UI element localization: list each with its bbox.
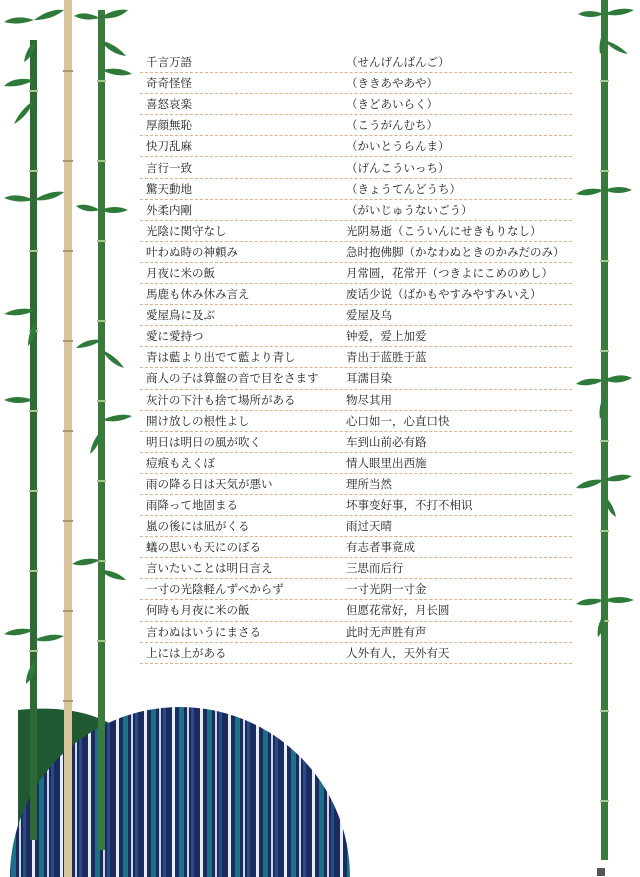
proverb-meaning: 理所当然 <box>346 476 392 491</box>
table-row <box>140 221 572 242</box>
proverb-meaning: 青出于蓝胜于蓝 <box>346 350 427 365</box>
proverb-meaning: 物尽其用 <box>346 392 392 407</box>
table-row <box>140 284 572 305</box>
proverb-japanese: 愛に愛持つ <box>146 329 204 344</box>
corner-mark <box>597 868 605 876</box>
table-row <box>140 73 572 94</box>
proverb-japanese: 馬鹿も休み休み言え <box>146 287 250 302</box>
proverb-meaning: 有志者事竟成 <box>346 540 415 555</box>
table-row <box>140 263 572 284</box>
table-row <box>140 474 572 495</box>
proverb-japanese: 快刀乱麻 <box>146 139 192 154</box>
proverb-japanese: 青は藍より出でて藍より青し <box>146 350 296 365</box>
proverb-japanese: 上には上がある <box>146 645 227 660</box>
table-row <box>140 432 572 453</box>
proverb-meaning: （せんげんばんご） <box>346 55 450 70</box>
table-row <box>140 558 572 579</box>
proverb-meaning: 急时抱佛脚（かなわぬときのかみだのみ） <box>346 244 565 259</box>
proverb-meaning: 但愿花常好，月长圆 <box>346 603 450 618</box>
proverb-japanese: 千言万語 <box>146 55 192 70</box>
proverb-meaning: （きどあいらく） <box>346 97 438 112</box>
proverb-japanese: 言わぬはいうにまさる <box>146 624 261 639</box>
proverb-japanese: 光陰に関守なし <box>146 223 227 238</box>
table-row <box>140 622 572 643</box>
proverb-japanese: 蟻の思いも天にのぼる <box>146 540 261 555</box>
table-row <box>140 347 572 368</box>
table-row <box>140 200 572 221</box>
proverb-japanese: 奇奇怪怪 <box>146 76 192 91</box>
proverb-meaning: （げんこういっち） <box>346 160 450 175</box>
proverb-japanese: 雨の降る日は天気が悪い <box>146 476 273 491</box>
left-bamboo-stalk-1 <box>29 40 38 840</box>
table-row <box>140 495 572 516</box>
proverb-meaning: 钟爱，爱上加爱 <box>346 329 427 344</box>
table-row <box>140 326 572 347</box>
proverb-japanese: 愛屋鳥に及ぶ <box>146 308 215 323</box>
proverb-meaning: （きょうてんどうち） <box>346 181 461 196</box>
proverb-meaning: 雨过天晴 <box>346 519 392 534</box>
proverb-japanese: 灰汁の下汁も捨て場所がある <box>146 392 296 407</box>
proverb-japanese: 外柔内剛 <box>146 202 192 217</box>
proverb-japanese: 喜怒哀楽 <box>146 97 192 112</box>
proverb-meaning: 三思而后行 <box>346 561 404 576</box>
proverb-meaning: 耳濡目染 <box>346 371 392 386</box>
table-row <box>140 411 572 432</box>
proverb-meaning: 人外有人，天外有天 <box>346 645 450 660</box>
table-row <box>140 136 572 157</box>
table-row <box>140 115 572 136</box>
proverb-meaning: 心口如一，心直口快 <box>346 413 450 428</box>
table-row <box>140 242 572 263</box>
table-row <box>140 368 572 389</box>
table-row <box>140 579 572 600</box>
proverb-japanese: 一寸の光陰軽んずべからず <box>146 582 284 597</box>
table-row <box>140 643 572 664</box>
proverb-meaning: （ききあやあや） <box>346 76 438 91</box>
proverb-meaning: 爱屋及乌 <box>346 308 392 323</box>
table-row <box>140 94 572 115</box>
table-row <box>140 516 572 537</box>
proverb-japanese: 言行一致 <box>146 160 192 175</box>
proverb-japanese: 嵐の後には凪がくる <box>146 519 250 534</box>
proverb-japanese: 雨降って地固まる <box>146 498 238 513</box>
proverb-japanese: 痘痕もえくぼ <box>146 455 215 470</box>
proverb-meaning: （こうがんむち） <box>346 118 438 133</box>
table-row <box>140 537 572 558</box>
table-row <box>140 453 572 474</box>
proverb-japanese: 開け放しの根性よし <box>146 413 250 428</box>
proverb-meaning: 情人眼里出西施 <box>346 455 427 470</box>
proverb-japanese: 言いたいことは明日言え <box>146 561 273 576</box>
proverb-meaning: （がいじゅうないごう） <box>346 202 473 217</box>
proverb-meaning: 废话少说（ばかもやすみやすみいえ） <box>346 287 542 302</box>
table-row <box>140 305 572 326</box>
proverb-japanese: 叶わぬ時の神頼み <box>146 244 238 259</box>
table-row <box>140 52 572 73</box>
table-row <box>140 157 572 178</box>
left-bamboo-stalk-tan <box>63 0 73 877</box>
proverb-meaning: 坏事变好事，不打不相识 <box>346 498 473 513</box>
left-bamboo-stalk-2 <box>97 10 106 850</box>
proverb-japanese: 驚天動地 <box>146 181 192 196</box>
proverb-table <box>140 52 572 664</box>
proverb-meaning: 一寸光阴一寸金 <box>346 582 427 597</box>
proverb-meaning: 月常圆，花常开（つきよにこめのめし） <box>346 265 553 280</box>
proverb-meaning: 光阴易逝（こういんにせきもりなし） <box>346 223 542 238</box>
table-row <box>140 390 572 411</box>
right-bamboo-stalk <box>600 0 609 860</box>
proverb-meaning: 此时无声胜有声 <box>346 624 427 639</box>
proverb-japanese: 月夜に米の飯 <box>146 265 215 280</box>
proverb-japanese: 厚顔無恥 <box>146 118 192 133</box>
proverb-japanese: 商人の子は算盤の音で目をさます <box>146 371 319 386</box>
table-row <box>140 179 572 200</box>
proverb-japanese: 何時も月夜に米の飯 <box>146 603 250 618</box>
table-row <box>140 600 572 621</box>
proverb-meaning: （かいとうらんま） <box>346 139 450 154</box>
proverb-japanese: 明日は明日の風が吹く <box>146 434 261 449</box>
proverb-meaning: 车到山前必有路 <box>346 434 427 449</box>
